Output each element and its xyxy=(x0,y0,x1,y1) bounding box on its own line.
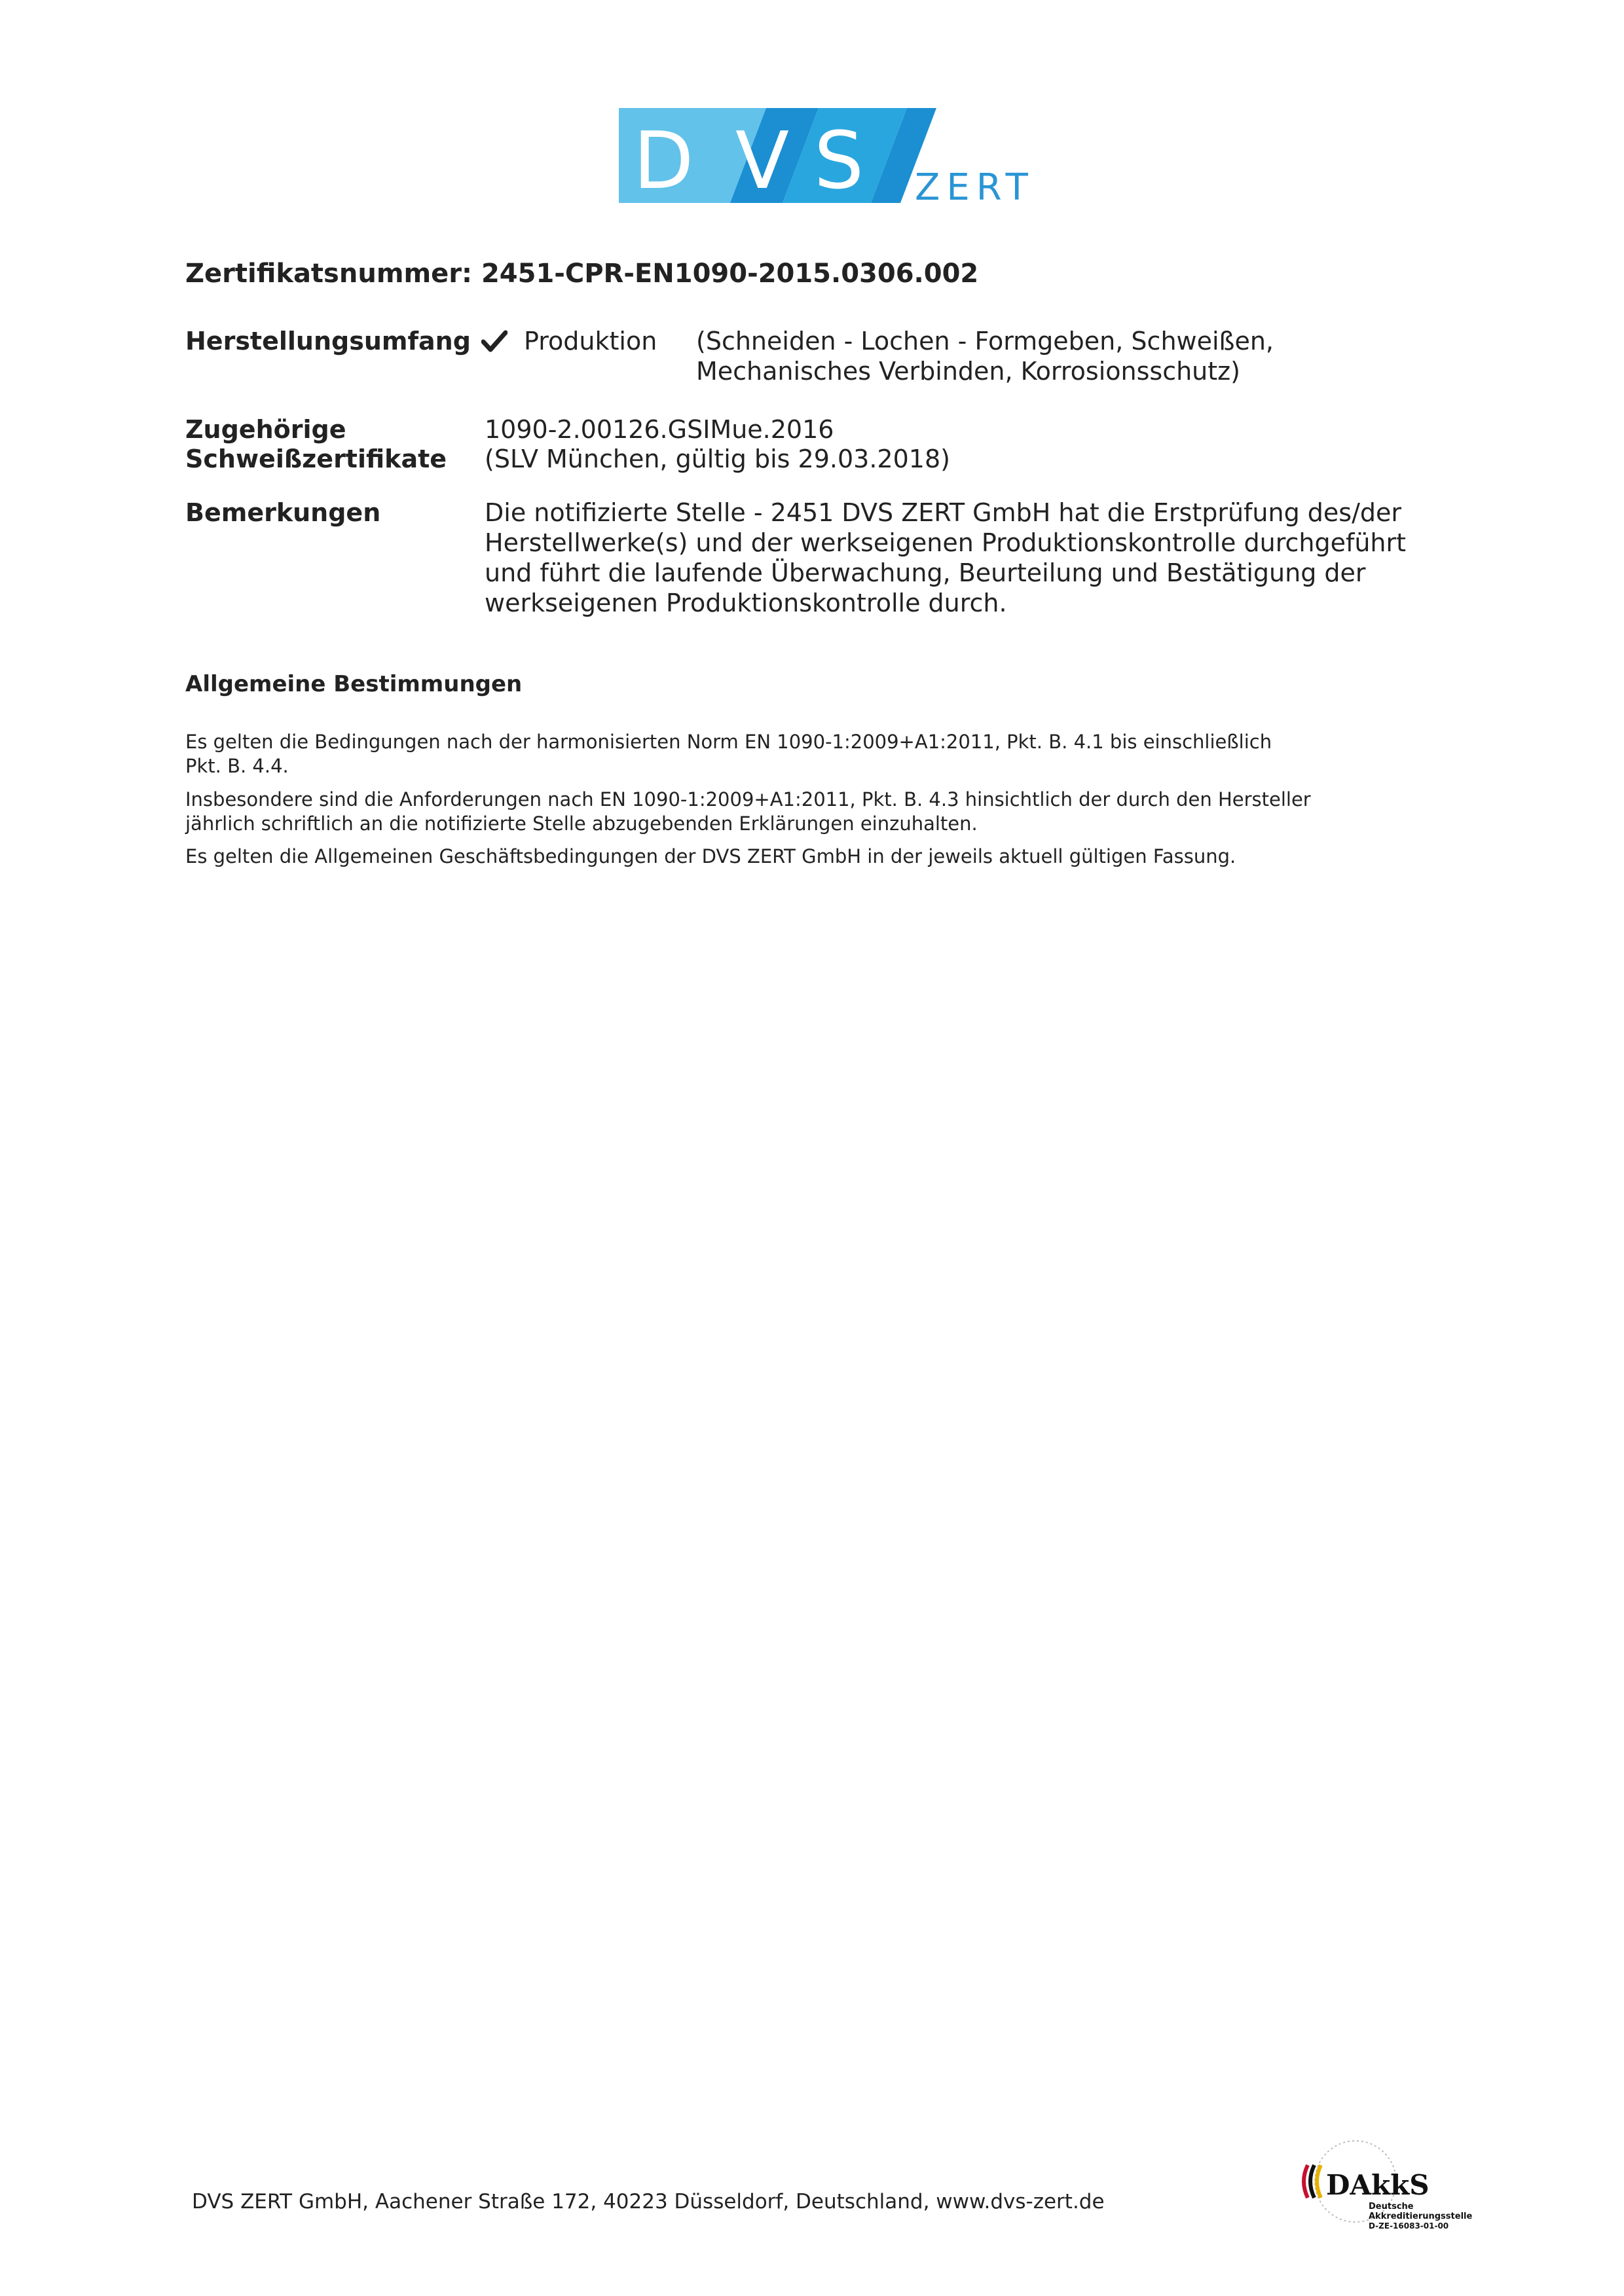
dakks-name: DAkkS xyxy=(1326,2169,1430,2201)
logo-letter-s: S xyxy=(814,116,864,206)
scope-label: Herstellungsumfang xyxy=(185,327,471,355)
footer-address: DVS ZERT GmbH, Aachener Straße 172, 40223 Düsseldorf, Deutschland, www.dvs-zert.de xyxy=(192,2190,1105,2214)
welding-value-line1: 1090-2.00126.GSIMue.2016 xyxy=(485,415,834,444)
dakks-line2: Akkreditierungsstelle xyxy=(1369,2212,1473,2221)
scope-description: (Schneiden - Lochen - Formgeben, Schweißen, Mechanisches Verbinden, Korrosionsschutz) xyxy=(696,327,1274,386)
general-paragraph-1: Es gelten die Bedingungen nach der harmonisierten Norm EN 1090-1:2009+A1:2011, Pkt. B. 4.1 bis einschließlich Pkt. B. 4.4. xyxy=(185,731,1272,777)
remarks-text: Die notifizierte Stelle - 2451 DVS ZERT GmbH hat die Erstprüfung des/der Herstellwerke(s) und der werkseigenen Produktionskontrolle durchgeführt und führt die laufende Überwachung, Beurteilung und Bestätigung der werkseigenen Produktionskontrolle durch. xyxy=(485,498,1407,617)
general-paragraph-3: Es gelten die Allgemeinen Geschäftsbedingungen der DVS ZERT GmbH in der jeweils aktuell gültigen Fassung. xyxy=(185,845,1236,867)
logo-letter-v: V xyxy=(735,116,790,206)
welding-value-line2: (SLV München, gültig bis 29.03.2018) xyxy=(485,445,950,473)
general-heading: Allgemeine Bestimmungen xyxy=(185,671,523,697)
dakks-code: D-ZE-16083-01-00 xyxy=(1369,2221,1449,2231)
check-icon xyxy=(481,329,507,353)
certificate-number: Zertifikatsnummer: 2451-CPR-EN1090-2015.0306.002 xyxy=(185,259,979,289)
welding-label-line2: Schweißzertifikate xyxy=(185,445,447,473)
dakks-seal xyxy=(1293,2136,1490,2234)
remarks-label: Bemerkungen xyxy=(185,498,381,527)
scope-item: Produktion xyxy=(524,327,657,355)
dvs-zert-logo xyxy=(619,108,1064,206)
welding-label-line1: Zugehörige xyxy=(185,415,346,444)
dakks-line1: Deutsche xyxy=(1369,2202,1414,2212)
logo-letter-d: D xyxy=(633,116,694,206)
logo-suffix: ZERT xyxy=(915,166,1035,206)
general-paragraph-2: Insbesondere sind die Anforderungen nach EN 1090-1:2009+A1:2011, Pkt. B. 4.3 hinsichtlich der durch den Hersteller jährlich schriftlich an die notifizierte Stelle abzugebenden Erklärungen einzuhalten. xyxy=(185,788,1311,835)
